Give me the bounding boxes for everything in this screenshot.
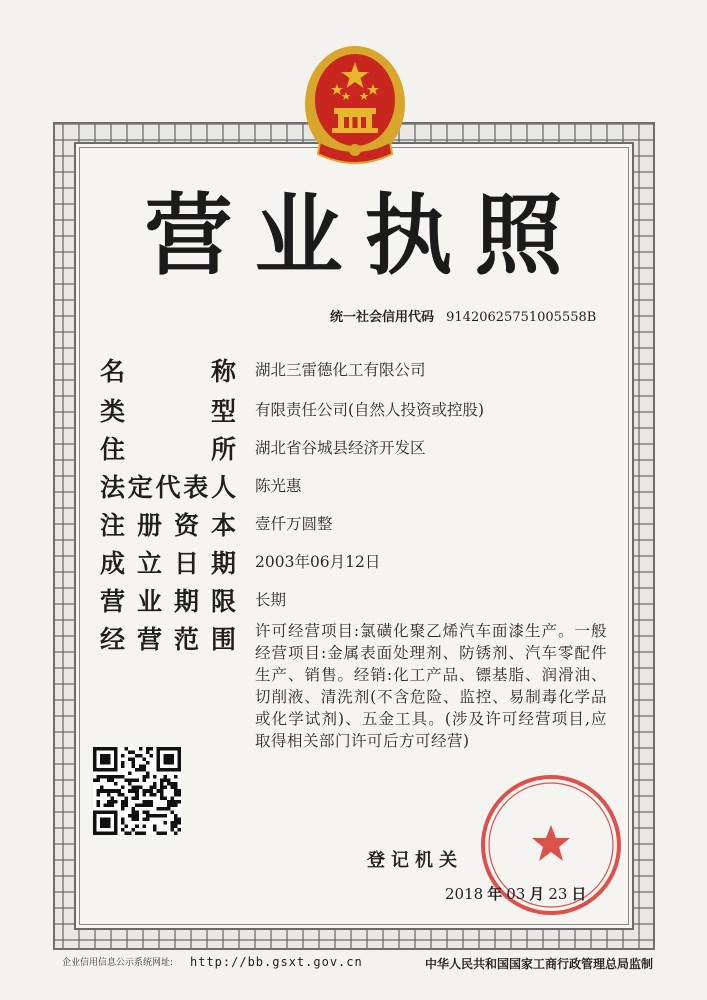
label-char: 期 bbox=[173, 587, 199, 616]
credit-code-row bbox=[330, 306, 596, 325]
label-char: 法 bbox=[100, 473, 126, 502]
date-day: 23 bbox=[548, 885, 568, 903]
label-char: 限 bbox=[210, 587, 236, 616]
credit-code-label: 统一社会信用代码 bbox=[330, 310, 435, 325]
national-emblem-icon bbox=[300, 42, 410, 177]
date-year-unit: 年 bbox=[487, 885, 503, 903]
label-capital bbox=[100, 506, 236, 542]
qr-code-icon[interactable] bbox=[93, 747, 181, 835]
label-char: 成 bbox=[100, 549, 126, 578]
label-char: 范 bbox=[173, 625, 199, 654]
value-type: 有限责任公司(自然人投资或控股) bbox=[255, 401, 485, 419]
label-char: 资 bbox=[173, 511, 199, 540]
value-name: 湖北三雷德化工有限公司 bbox=[255, 361, 426, 379]
date-day-unit: 日 bbox=[571, 885, 587, 903]
date-year: 2018 bbox=[445, 885, 484, 903]
label-established bbox=[100, 544, 236, 580]
footer-url-link[interactable]: http://bb.gsxt.gov.cn bbox=[190, 955, 363, 969]
label-char: 册 bbox=[136, 511, 162, 540]
label-char: 本 bbox=[210, 511, 236, 540]
label-scope bbox=[100, 620, 236, 656]
label-char: 型 bbox=[210, 397, 236, 426]
label-char: 日 bbox=[173, 549, 199, 578]
document-title: 营业执照 bbox=[144, 184, 585, 287]
label-char: 注 bbox=[100, 511, 126, 540]
label-term bbox=[100, 582, 236, 618]
value-scope: 许可经营项目:氯磺化聚乙烯汽车面漆生产。一般经营项目:金属表面处理剂、防锈剂、汽车零配件生产、销售。经销:化工产品、镖基脂、润滑油、切削液、清洗剂(不含危险、监控、易制毒化学品或化学试剂)、五金工具。(涉及许可经营项目,应取得相关部门许可后方可经营) bbox=[255, 622, 607, 750]
label-char: 营 bbox=[100, 587, 126, 616]
label-char: 经 bbox=[100, 625, 126, 654]
label-name bbox=[100, 352, 236, 388]
label-type bbox=[100, 392, 236, 428]
label-char: 期 bbox=[210, 549, 236, 578]
label-char: 所 bbox=[210, 435, 236, 464]
label-char: 定 bbox=[127, 473, 153, 502]
label-char: 表 bbox=[183, 473, 209, 502]
value-term: 长期 bbox=[255, 591, 287, 609]
date-month: 03 bbox=[506, 885, 526, 903]
label-char: 名 bbox=[100, 357, 126, 386]
label-char: 类 bbox=[100, 397, 126, 426]
credit-code-value: 91420625751005558B bbox=[446, 310, 597, 325]
label-char: 称 bbox=[210, 357, 236, 386]
registration-authority-label: 登记机关 bbox=[367, 850, 463, 871]
value-established: 2003年06月12日 bbox=[255, 553, 381, 571]
registration-date bbox=[445, 883, 590, 904]
label-char: 代 bbox=[155, 473, 181, 502]
label-char: 围 bbox=[210, 625, 236, 654]
label-legal-rep bbox=[100, 468, 236, 504]
date-month-unit: 月 bbox=[529, 885, 545, 903]
footer-site-label: 企业信用信息公示系统网址: bbox=[62, 958, 174, 968]
label-address bbox=[100, 430, 236, 466]
value-address: 湖北省谷城县经济开发区 bbox=[255, 439, 426, 457]
label-char: 人 bbox=[210, 473, 236, 502]
label-char: 营 bbox=[136, 625, 162, 654]
footer-issuer: 中华人民共和国国家工商行政管理总局监制 bbox=[425, 957, 654, 971]
value-legal-rep: 陈光惠 bbox=[255, 477, 302, 495]
label-char: 住 bbox=[100, 435, 126, 464]
label-char: 立 bbox=[136, 549, 162, 578]
value-capital: 壹仟万圆整 bbox=[255, 515, 333, 533]
label-char: 业 bbox=[136, 587, 162, 616]
